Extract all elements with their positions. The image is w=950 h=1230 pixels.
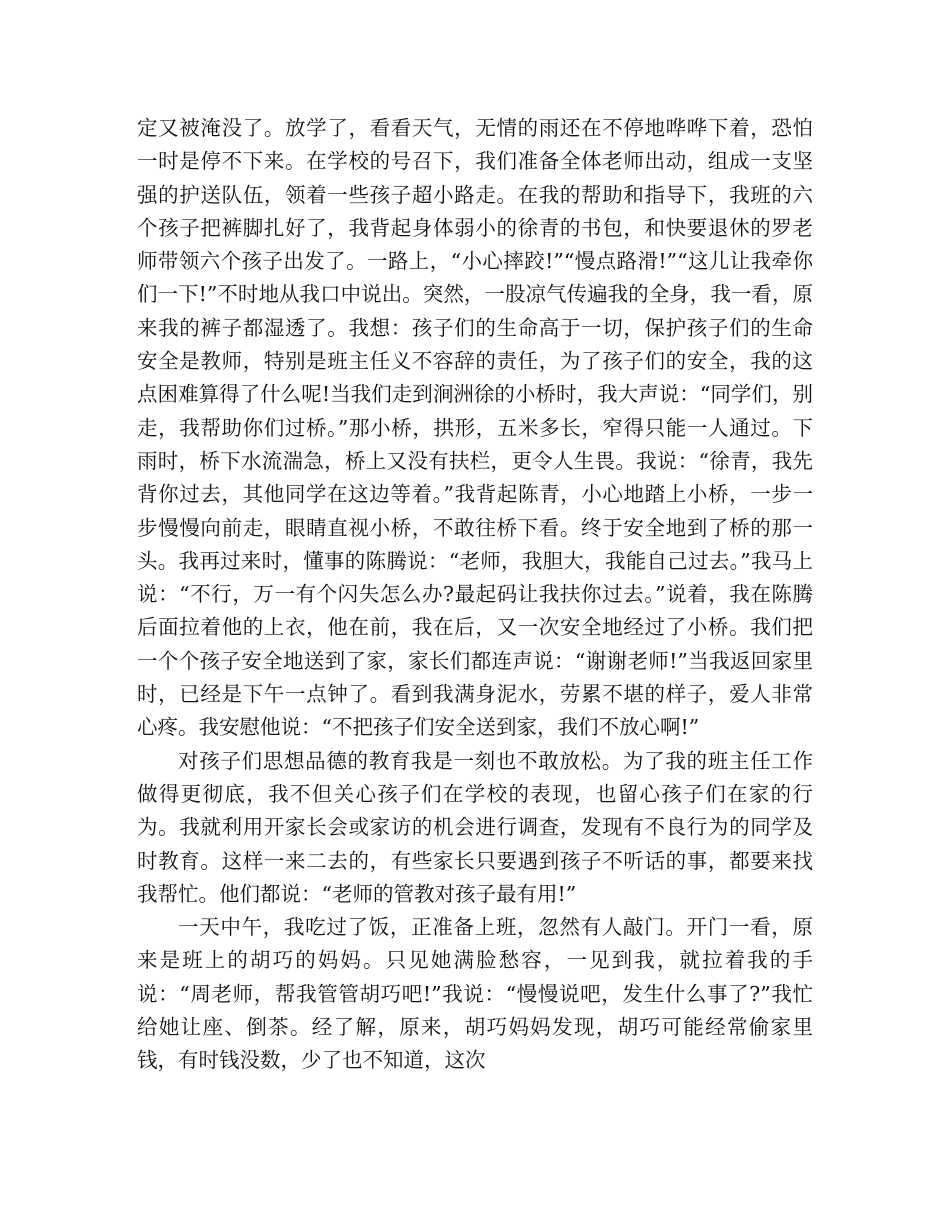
paragraph-hu-qiao-mother: 一天中午，我吃过了饭，正准备上班，忽然有人敲门。开门一看，原来是班上的胡巧的妈妈。只见她满脸愁容，一见到我，就拉着我的手说：“周老师，帮我管管胡巧吧!”我说：“慢慢说吧，发生什么事了?”我忙给她让座、倒茶。经了解，原来，胡巧妈妈发现，胡巧可能经常偷家里钱，有时钱没数，少了也不知道，这次 — [137, 915, 813, 1073]
paragraph-moral-education: 对孩子们思想品德的教育我是一刻也不敢放松。为了我的班主任工作做得更彻底，我不但关心孩子们在学校的表现，也留心孩子们在家的行为。我就利用开家长会或家访的机会进行调查，发现有不良行为的同学及时教育。这样一来二去的，有些家长只要遇到孩子不听话的事，都要来找我帮忙。他们都说：“老师的管教对孩子最有用!” — [137, 748, 813, 906]
document-page — [137, 112, 813, 1078]
paragraph-escort-story: 定又被淹没了。放学了，看看天气，无情的雨还在不停地哗哗下着，恐怕一时是停不下来。在学校的号召下，我们准备全体老师出动，组成一支坚强的护送队伍，领着一些孩子超小路走。在我的帮助和指导下，我班的六个孩子把裤脚扎好了，我背起身体弱小的徐青的书包，和快要退休的罗老师带领六个孩子出发了。一路上，“小心摔跤!”“慢点路滑!”“这儿让我牵你们一下!”不时地从我口中说出。突然，一股凉气传遍我的全身，我一看，原来我的裤子都湿透了。我想：孩子们的生命高于一切，保护孩子们的生命安全是教师，特别是班主任义不容辞的责任，为了孩子们的安全，我的这点困难算得了什么呢!当我们走到涧洲徐的小桥时，我大声说：“同学们，别走，我帮助你们过桥。”那小桥，拱形，五米多长，窄得只能一人通过。下雨时，桥下水流湍急，桥上又没有扶栏，更令人生畏。我说：“徐青，我先背你过去，其他同学在这边等着。”我背起陈青，小心地踏上小桥，一步一步慢慢向前走，眼睛直视小桥，不敢往桥下看。终于安全地到了桥的那一头。我再过来时，懂事的陈腾说：“老师，我胆大，我能自己过去。”我马上说：“不行，万一有个闪失怎么办?最起码让我扶你过去。”说着，我在陈腾后面拉着他的上衣，他在前，我在后，又一次安全地经过了小桥。我们把一个个孩子安全地送到了家，家长们都连声说：“谢谢老师!”当我返回家里时，已经是下午一点钟了。看到我满身泥水，劳累不堪的样子，爱人非常心疼。我安慰他说：“不把孩子们安全送到家，我们不放心啊!” — [137, 116, 813, 740]
